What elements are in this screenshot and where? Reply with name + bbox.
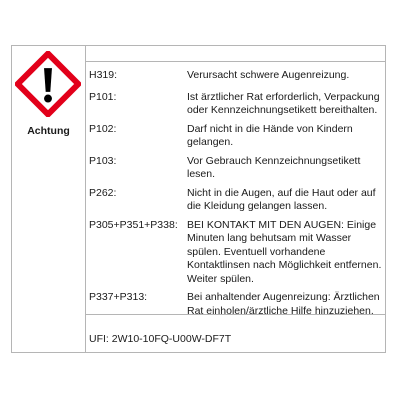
statement-row bbox=[89, 69, 383, 83]
statement-row bbox=[89, 123, 383, 150]
statement-text: Verursacht schwere Augenreizung. bbox=[187, 69, 350, 81]
statement-row bbox=[89, 187, 383, 214]
statement-text: Bei anhaltender Augenreizung: Ärztlichen Rat einholen/ärztliche Hilfe hinzuziehen. bbox=[187, 291, 380, 317]
hazard-label bbox=[11, 45, 386, 353]
statement-code: P262: bbox=[89, 186, 117, 199]
statement-row bbox=[89, 291, 383, 318]
statement-text: Nicht in die Augen, auf die Haut oder auf die Kleidung gelangen lassen. bbox=[187, 186, 376, 212]
ufi-code: UFI: 2W10-10FQ-U00W-DF7T bbox=[89, 333, 232, 345]
statement-code: P103: bbox=[89, 154, 117, 167]
statement-text: Ist ärztlicher Rat erforderlich, Verpackung oder Kennzeichnungsetikett bereithalten. bbox=[187, 90, 380, 116]
statement-row bbox=[89, 91, 383, 118]
statement-text: Vor Gebrauch Kennzeichnungsetikett lesen. bbox=[187, 154, 361, 180]
statement-row bbox=[89, 155, 383, 182]
top-divider bbox=[85, 61, 385, 62]
column-divider bbox=[85, 46, 86, 352]
statement-text: Darf nicht in die Hände von Kindern gelangen. bbox=[187, 122, 353, 148]
statement-row bbox=[89, 219, 383, 287]
statement-code: P305+P351+P338: bbox=[89, 218, 178, 231]
statement-code: H319: bbox=[89, 69, 118, 81]
signal-word: Achtung bbox=[27, 125, 70, 137]
ghs07-exclamation-mark-icon bbox=[15, 51, 81, 117]
statement-list bbox=[89, 69, 383, 323]
statement-code: P337+P313: bbox=[89, 291, 148, 303]
statement-code: P102: bbox=[89, 122, 117, 135]
statement-code: P101: bbox=[89, 90, 117, 103]
statement-text: BEI KONTAKT MIT DEN AUGEN: Einige Minuten lang behutsam mit Wasser spülen. Eventuell vorhandene Kontaktlinsen nach Möglichkeit entfernen. Weiter spülen. bbox=[187, 218, 382, 285]
